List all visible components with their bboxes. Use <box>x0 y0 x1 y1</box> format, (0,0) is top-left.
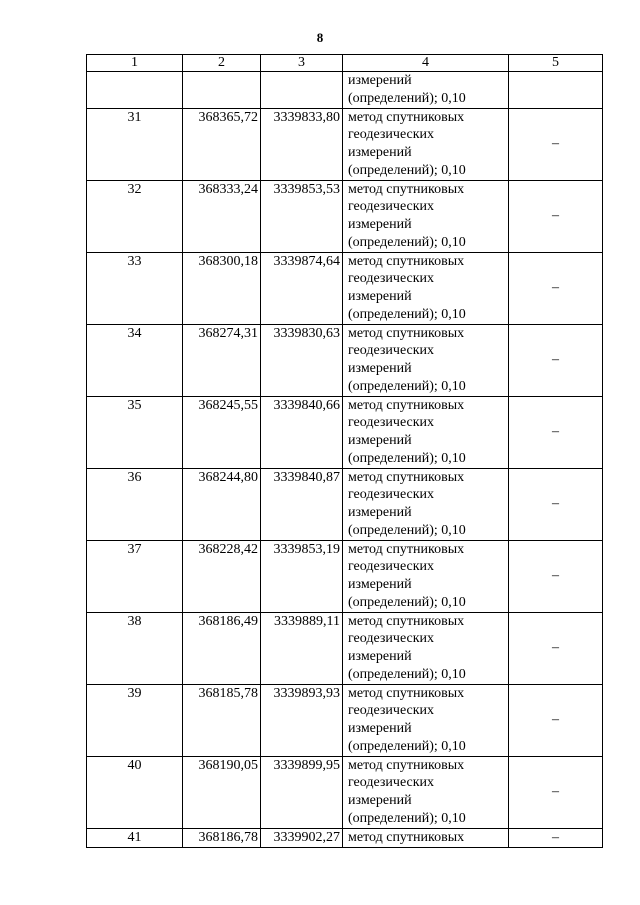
x-coordinate-cell: 368274,31 <box>183 324 261 396</box>
method-cell: метод спутниковых геодезических измерений (определений); 0,10 <box>343 612 509 684</box>
method-cell: метод спутниковых геодезических измерений (определений); 0,10 <box>343 756 509 828</box>
point-number-cell: 31 <box>87 108 183 180</box>
point-number-cell <box>87 72 183 109</box>
y-coordinate-cell: 3339902,27 <box>261 828 343 847</box>
method-cell: метод спутниковых геодезических измерений (определений); 0,10 <box>343 252 509 324</box>
coordinates-table <box>86 54 603 848</box>
table-row <box>87 612 603 684</box>
table-row <box>87 252 603 324</box>
point-number-cell: 36 <box>87 468 183 540</box>
y-coordinate-cell: 3339840,87 <box>261 468 343 540</box>
table-row <box>87 396 603 468</box>
table-row-continuation <box>87 72 603 109</box>
x-coordinate-cell: 368245,55 <box>183 396 261 468</box>
table-header-row <box>87 55 603 72</box>
note-cell: – <box>509 252 603 324</box>
note-cell: – <box>509 468 603 540</box>
y-coordinate-cell: 3339853,19 <box>261 540 343 612</box>
note-cell: – <box>509 396 603 468</box>
x-coordinate-cell: 368300,18 <box>183 252 261 324</box>
note-cell: – <box>509 540 603 612</box>
note-cell: – <box>509 684 603 756</box>
table-row <box>87 684 603 756</box>
method-cell: метод спутниковых геодезических измерений (определений); 0,10 <box>343 396 509 468</box>
y-coordinate-cell: 3339874,64 <box>261 252 343 324</box>
table-row <box>87 324 603 396</box>
point-number-cell: 40 <box>87 756 183 828</box>
point-number-cell: 37 <box>87 540 183 612</box>
x-coordinate-cell: 368190,05 <box>183 756 261 828</box>
column-header-4: 4 <box>343 55 509 72</box>
method-cell: измерений (определений); 0,10 <box>343 72 509 109</box>
table-row <box>87 540 603 612</box>
note-cell: – <box>509 180 603 252</box>
method-cell: метод спутниковых геодезических измерений (определений); 0,10 <box>343 684 509 756</box>
y-coordinate-cell: 3339840,66 <box>261 396 343 468</box>
table-row <box>87 180 603 252</box>
y-coordinate-cell: 3339853,53 <box>261 180 343 252</box>
method-cell: метод спутниковых геодезических измерений (определений); 0,10 <box>343 324 509 396</box>
point-number-cell: 32 <box>87 180 183 252</box>
x-coordinate-cell: 368333,24 <box>183 180 261 252</box>
point-number-cell: 35 <box>87 396 183 468</box>
column-header-5: 5 <box>509 55 603 72</box>
note-cell: – <box>509 324 603 396</box>
note-cell <box>509 72 603 109</box>
note-cell: – <box>509 756 603 828</box>
y-coordinate-cell <box>261 72 343 109</box>
method-cell: метод спутниковых <box>343 828 509 847</box>
page-number: 8 <box>316 30 324 45</box>
note-cell: – <box>509 108 603 180</box>
y-coordinate-cell: 3339899,95 <box>261 756 343 828</box>
method-cell: метод спутниковых геодезических измерений (определений); 0,10 <box>343 108 509 180</box>
method-cell: метод спутниковых геодезических измерений (определений); 0,10 <box>343 468 509 540</box>
point-number-cell: 39 <box>87 684 183 756</box>
x-coordinate-cell <box>183 72 261 109</box>
y-coordinate-cell: 3339889,11 <box>261 612 343 684</box>
x-coordinate-cell: 368186,78 <box>183 828 261 847</box>
y-coordinate-cell: 3339893,93 <box>261 684 343 756</box>
point-number-cell: 34 <box>87 324 183 396</box>
x-coordinate-cell: 368365,72 <box>183 108 261 180</box>
note-cell: – <box>509 828 603 847</box>
column-header-1: 1 <box>87 55 183 72</box>
y-coordinate-cell: 3339833,80 <box>261 108 343 180</box>
y-coordinate-cell: 3339830,63 <box>261 324 343 396</box>
table-row <box>87 108 603 180</box>
table-row <box>87 468 603 540</box>
table-row <box>87 756 603 828</box>
point-number-cell: 38 <box>87 612 183 684</box>
column-header-3: 3 <box>261 55 343 72</box>
x-coordinate-cell: 368244,80 <box>183 468 261 540</box>
point-number-cell: 33 <box>87 252 183 324</box>
x-coordinate-cell: 368228,42 <box>183 540 261 612</box>
note-cell: – <box>509 612 603 684</box>
x-coordinate-cell: 368185,78 <box>183 684 261 756</box>
method-cell: метод спутниковых геодезических измерений (определений); 0,10 <box>343 540 509 612</box>
table-row <box>87 828 603 847</box>
x-coordinate-cell: 368186,49 <box>183 612 261 684</box>
column-header-2: 2 <box>183 55 261 72</box>
point-number-cell: 41 <box>87 828 183 847</box>
method-cell: метод спутниковых геодезических измерений (определений); 0,10 <box>343 180 509 252</box>
